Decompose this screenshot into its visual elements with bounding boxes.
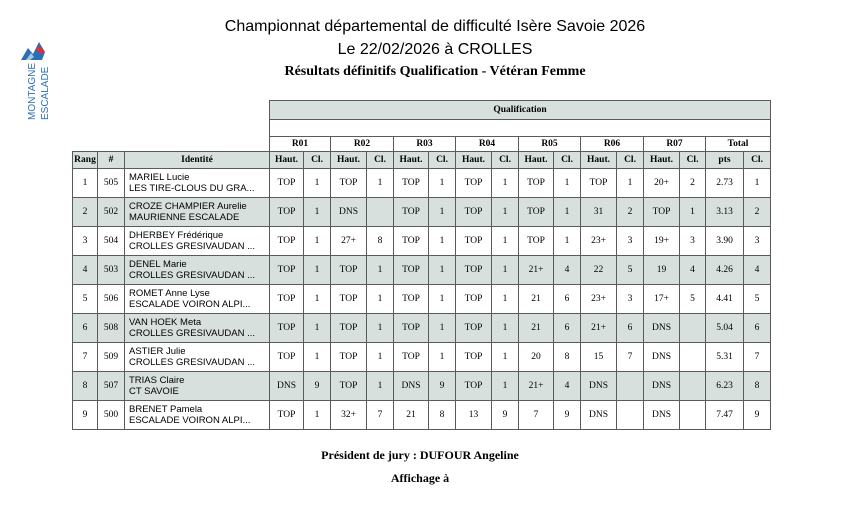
height-cell: DNS [331,198,367,227]
height-cell: 21+ [519,372,554,401]
route-rank-cell: 1 [367,169,394,198]
page-title: Championnat départemental de difficulté Isère Savoie 2026 [224,18,646,35]
height-cell: 23+ [581,285,617,314]
competitor-name: MARIEL Lucie [129,172,190,183]
route-rank-cell: 1 [304,198,331,227]
table-row [73,314,771,343]
height-cell: TOP [519,198,554,227]
final-rank-cell: 5 [744,285,771,314]
height-cell: 20+ [644,169,680,198]
identity-cell [125,314,270,343]
col-rank-route-header: Cl. [617,152,644,169]
route-rank-cell: 8 [554,343,581,372]
route-rank-cell: 1 [429,198,456,227]
height-cell: 20 [519,343,554,372]
col-rank-route-header: Cl. [429,152,456,169]
competitor-club: ESCALADE VOIRON ALPI... [129,415,251,426]
route-header-r01: R01 [270,137,331,152]
rank-cell: 4 [73,256,98,285]
bib-number-cell: 503 [98,256,125,285]
competitor-club: CROLLES GRESIVAUDAN ... [129,357,255,368]
table-row [73,227,771,256]
col-height-header: Haut. [270,152,304,169]
identity-cell [125,256,270,285]
route-rank-cell: 2 [617,198,644,227]
route-rank-cell: 1 [680,198,706,227]
points-cell: 3.13 [706,198,744,227]
identity-cell [125,169,270,198]
bib-number-cell: 505 [98,169,125,198]
route-rank-cell [367,198,394,227]
col-height-header: Haut. [394,152,429,169]
height-cell: DNS [644,314,680,343]
route-rank-cell: 1 [429,256,456,285]
route-rank-cell: 2 [680,169,706,198]
route-header-r02: R02 [331,137,394,152]
route-rank-cell [617,401,644,430]
bib-number-cell: 507 [98,372,125,401]
height-cell: TOP [270,343,304,372]
identity-cell [125,372,270,401]
route-rank-cell: 1 [304,314,331,343]
height-cell: 21 [394,401,429,430]
route-rank-cell: 1 [492,343,519,372]
rank-cell: 5 [73,285,98,314]
route-rank-cell: 9 [429,372,456,401]
height-cell: 23+ [581,227,617,256]
identity-cell [125,343,270,372]
rank-cell: 9 [73,401,98,430]
route-rank-cell: 1 [554,169,581,198]
route-rank-cell: 1 [367,343,394,372]
route-header-r05: R05 [519,137,581,152]
route-rank-cell: 7 [367,401,394,430]
height-cell: TOP [394,169,429,198]
competitor-club: CT SAVOIE [129,386,179,397]
route-rank-cell: 9 [554,401,581,430]
col-height-header: Haut. [331,152,367,169]
table-row [73,401,771,430]
identity-cell [125,285,270,314]
display-time: Affichage à [390,471,450,485]
route-header-r03: R03 [394,137,456,152]
col-num-header: # [98,152,125,169]
col-rank-header: Rang [73,152,98,169]
height-cell: TOP [394,198,429,227]
height-cell: DNS [581,372,617,401]
bib-number-cell: 500 [98,401,125,430]
col-height-header: Haut. [519,152,554,169]
results-table [72,100,771,430]
col-points-header: pts [706,152,744,169]
height-cell: 22 [581,256,617,285]
height-cell: TOP [456,227,492,256]
height-cell: TOP [331,343,367,372]
col-rank-route-header: Cl. [492,152,519,169]
col-rank-route-header: Cl. [554,152,581,169]
height-cell: DNS [644,372,680,401]
points-cell: 3.90 [706,227,744,256]
col-rank-route-header: Cl. [680,152,706,169]
points-cell: 5.31 [706,343,744,372]
height-cell: TOP [270,314,304,343]
competitor-club: CROLLES GRESIVAUDAN ... [129,328,255,339]
height-cell: TOP [456,314,492,343]
height-cell: TOP [331,285,367,314]
rank-cell: 1 [73,169,98,198]
route-rank-cell: 3 [617,285,644,314]
route-rank-cell: 3 [680,227,706,256]
final-rank-cell: 4 [744,256,771,285]
route-rank-cell: 4 [680,256,706,285]
height-cell: TOP [644,198,680,227]
points-cell: 4.41 [706,285,744,314]
route-rank-cell: 1 [367,285,394,314]
route-rank-cell: 6 [554,314,581,343]
height-cell: TOP [394,256,429,285]
height-cell: 7 [519,401,554,430]
route-rank-cell: 1 [492,198,519,227]
height-cell: DNS [394,372,429,401]
height-cell: TOP [331,372,367,401]
route-rank-cell: 1 [492,169,519,198]
height-cell: TOP [270,198,304,227]
route-rank-cell: 8 [367,227,394,256]
route-rank-cell: 1 [492,314,519,343]
col-identity-header: Identité [125,152,270,169]
rank-cell: 2 [73,198,98,227]
final-rank-cell: 6 [744,314,771,343]
height-cell: TOP [394,227,429,256]
route-rank-cell: 3 [617,227,644,256]
height-cell: TOP [456,169,492,198]
table-row [73,256,771,285]
col-rank-route-header: Cl. [367,152,394,169]
final-rank-cell: 2 [744,198,771,227]
route-rank-cell: 5 [680,285,706,314]
rank-cell: 6 [73,314,98,343]
height-cell: TOP [331,314,367,343]
height-cell: 19 [644,256,680,285]
height-cell: TOP [270,227,304,256]
route-header-r07: R07 [644,137,706,152]
montagne-escalade-logo [18,20,58,122]
bib-number-cell: 506 [98,285,125,314]
col-height-header: Haut. [644,152,680,169]
height-cell: 21 [519,285,554,314]
height-cell: DNS [644,401,680,430]
height-cell: TOP [456,285,492,314]
points-cell: 2.73 [706,169,744,198]
points-cell: 5.04 [706,314,744,343]
points-cell: 4.26 [706,256,744,285]
final-rank-cell: 3 [744,227,771,256]
height-cell: TOP [456,372,492,401]
bib-number-cell: 504 [98,227,125,256]
points-cell: 7.47 [706,401,744,430]
route-header-r06: R06 [581,137,644,152]
competitor-name: ROMET Anne Lyse [129,288,210,299]
route-rank-cell: 9 [304,372,331,401]
bib-number-cell: 502 [98,198,125,227]
route-rank-cell [680,343,706,372]
height-cell: TOP [331,256,367,285]
bib-number-cell: 509 [98,343,125,372]
height-cell: 21 [519,314,554,343]
route-rank-cell: 1 [554,227,581,256]
height-cell: TOP [519,227,554,256]
competitor-name: VAN HOEK Meta [129,317,202,328]
route-rank-cell: 1 [429,285,456,314]
competitor-club: ESCALADE VOIRON ALPI... [129,299,251,310]
identity-cell [125,227,270,256]
route-rank-cell: 6 [554,285,581,314]
table-row [73,285,771,314]
route-rank-cell: 1 [429,169,456,198]
competitor-name: DENEL Marie [129,259,187,270]
competitor-club: CROLLES GRESIVAUDAN ... [129,241,255,252]
header-spacer [270,120,771,137]
route-rank-cell: 1 [304,343,331,372]
height-cell: 32+ [331,401,367,430]
height-cell: TOP [394,285,429,314]
rank-cell: 8 [73,372,98,401]
height-cell: TOP [394,314,429,343]
route-header-r04: R04 [456,137,519,152]
route-rank-cell: 1 [492,256,519,285]
rank-cell: 3 [73,227,98,256]
qualification-group-header: Qualification [270,101,771,120]
route-rank-cell: 1 [554,198,581,227]
results-subtitle: Résultats définitifs Qualification - Vétéran Femme [284,64,586,79]
column-header-row [73,152,771,169]
height-cell: DNS [644,343,680,372]
height-cell: TOP [456,256,492,285]
header-spacer-row [73,120,771,137]
competitor-name: BRENET Pamela [129,404,203,415]
height-cell: 17+ [644,285,680,314]
height-cell: TOP [270,401,304,430]
height-cell: 31 [581,198,617,227]
height-cell: TOP [270,285,304,314]
col-height-header: Haut. [456,152,492,169]
logo-text-montagne: MONTAGNE [27,62,38,120]
height-cell: TOP [331,169,367,198]
route-header-row [73,137,771,152]
height-cell: TOP [270,169,304,198]
height-cell: DNS [581,401,617,430]
competitor-club: MAURIENNE ESCALADE [129,212,240,223]
competitor-name: DHERBEY Frédérique [129,230,224,241]
height-cell: 21+ [581,314,617,343]
route-rank-cell: 1 [492,285,519,314]
table-row [73,198,771,227]
height-cell: 27+ [331,227,367,256]
route-rank-cell: 1 [492,227,519,256]
final-rank-cell: 1 [744,169,771,198]
route-rank-cell: 4 [554,372,581,401]
competitor-name: TRIAS Claire [129,375,185,386]
route-rank-cell: 1 [492,372,519,401]
logo-mountain-mark [21,42,45,60]
route-rank-cell: 1 [367,256,394,285]
route-rank-cell: 1 [367,314,394,343]
identity-cell [125,401,270,430]
points-cell: 6.23 [706,372,744,401]
event-date: Le 22/02/2026 à CROLLES [337,41,533,58]
jury-president: Président de jury : DUFOUR Angeline [321,448,519,462]
route-rank-cell: 4 [554,256,581,285]
route-rank-cell: 1 [429,227,456,256]
col-height-header: Haut. [581,152,617,169]
total-header: Total [706,137,771,152]
route-rank-cell [680,372,706,401]
height-cell: 13 [456,401,492,430]
rank-cell: 7 [73,343,98,372]
route-rank-cell: 1 [429,314,456,343]
competitor-name: CROZE CHAMPIER Aurelie [129,201,247,212]
height-cell: TOP [270,256,304,285]
identity-cell [125,198,270,227]
height-cell: TOP [456,343,492,372]
table-row [73,343,771,372]
route-rank-cell [617,372,644,401]
height-cell: TOP [581,169,617,198]
col-rank-route-header: Cl. [304,152,331,169]
logo-text-escalade: ESCALADE [40,66,51,120]
route-rank-cell: 5 [617,256,644,285]
route-rank-cell: 8 [429,401,456,430]
height-cell: TOP [519,169,554,198]
col-final-rank-header: Cl. [744,152,771,169]
competitor-club: LES TIRE-CLOUS DU GRA... [129,183,255,194]
height-cell: TOP [394,343,429,372]
competitor-name: ASTIER Julie [129,346,186,357]
table-row [73,372,771,401]
height-cell: 21+ [519,256,554,285]
height-cell: 15 [581,343,617,372]
route-rank-cell: 1 [304,256,331,285]
route-rank-cell: 1 [304,227,331,256]
route-rank-cell: 6 [617,314,644,343]
final-rank-cell: 7 [744,343,771,372]
route-rank-cell: 1 [304,285,331,314]
route-rank-cell: 1 [617,169,644,198]
table-row [73,169,771,198]
height-cell: 19+ [644,227,680,256]
route-rank-cell [680,401,706,430]
final-rank-cell: 8 [744,372,771,401]
height-cell: DNS [270,372,304,401]
route-rank-cell [680,314,706,343]
route-rank-cell: 1 [429,343,456,372]
bib-number-cell: 508 [98,314,125,343]
route-rank-cell: 7 [617,343,644,372]
competitor-club: CROLLES GRESIVAUDAN ... [129,270,255,281]
route-rank-cell: 9 [492,401,519,430]
route-rank-cell: 1 [367,372,394,401]
route-rank-cell: 1 [304,401,331,430]
route-rank-cell: 1 [304,169,331,198]
final-rank-cell: 9 [744,401,771,430]
header-group-row [73,101,771,120]
height-cell: TOP [456,198,492,227]
